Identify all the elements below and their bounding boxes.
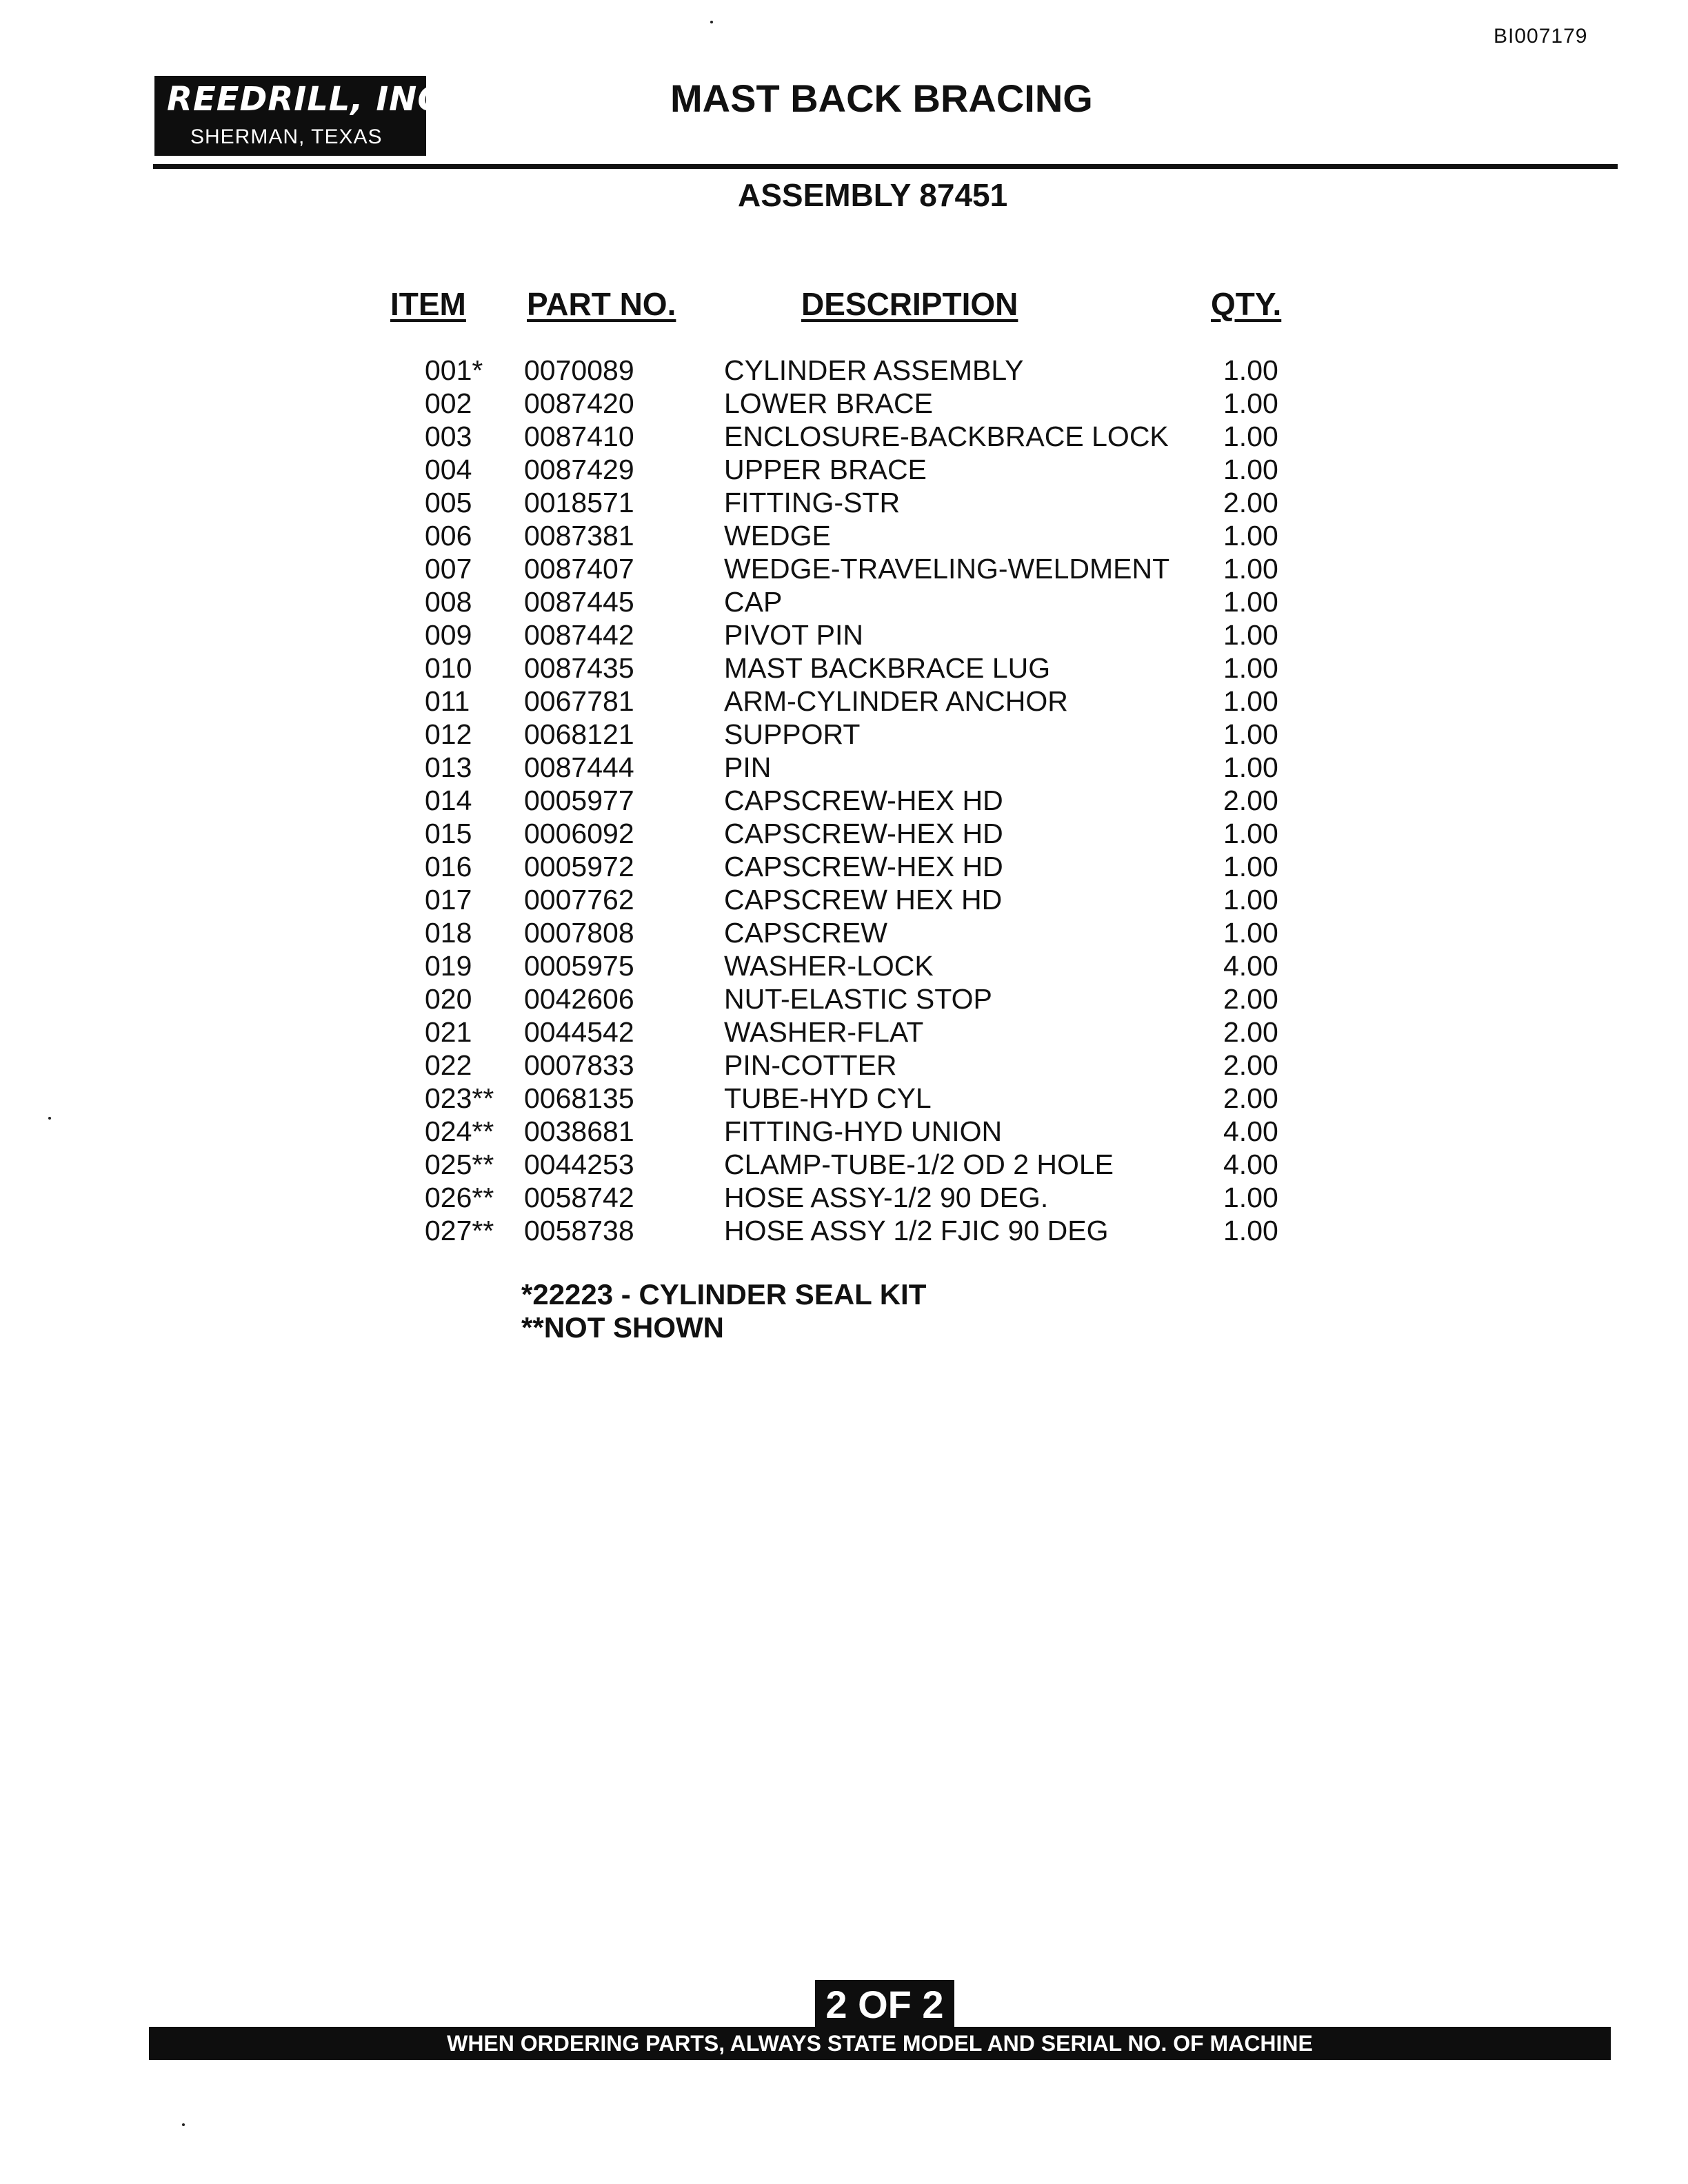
part-description: CLAMP-TUBE-1/2 OD 2 HOLE [724, 1149, 1114, 1180]
part-number: 0005972 [524, 851, 634, 882]
item-number: 011 [425, 685, 470, 717]
table-row [0, 1214, 1688, 1247]
item-number: 017 [425, 884, 472, 916]
scan-speck [710, 21, 713, 23]
page-number-badge: 2 OF 2 [815, 1980, 954, 2030]
table-row [0, 784, 1688, 817]
part-description: CYLINDER ASSEMBLY [724, 354, 1024, 386]
part-number: 0007808 [524, 917, 634, 949]
part-quantity: 2.00 [1223, 785, 1278, 816]
part-quantity: 1.00 [1223, 1215, 1278, 1246]
table-row [0, 817, 1688, 850]
part-number: 0087407 [524, 553, 634, 585]
document-id: BI007179 [1494, 25, 1588, 48]
part-quantity: 4.00 [1223, 1149, 1278, 1180]
part-number: 0005977 [524, 785, 634, 816]
item-number: 014 [425, 785, 472, 816]
part-quantity: 2.00 [1223, 1016, 1278, 1048]
part-quantity: 1.00 [1223, 851, 1278, 882]
item-number: 015 [425, 818, 472, 849]
part-number: 0087420 [524, 387, 634, 419]
part-description: FITTING-HYD UNION [724, 1115, 1003, 1147]
table-row [0, 354, 1688, 387]
part-quantity: 2.00 [1223, 1049, 1278, 1081]
part-description: PIVOT PIN [724, 619, 864, 651]
part-quantity: 1.00 [1223, 553, 1278, 585]
table-row [0, 850, 1688, 883]
part-number: 0087410 [524, 421, 634, 452]
part-number: 0044542 [524, 1016, 634, 1048]
table-row [0, 1049, 1688, 1082]
item-number: 016 [425, 851, 472, 882]
table-row [0, 453, 1688, 486]
part-quantity: 4.00 [1223, 1115, 1278, 1147]
item-number: 010 [425, 652, 472, 684]
part-quantity: 1.00 [1223, 454, 1278, 485]
part-description: NUT-ELASTIC STOP [724, 983, 992, 1015]
part-quantity: 1.00 [1223, 917, 1278, 949]
part-description: ENCLOSURE-BACKBRACE LOCK [724, 421, 1169, 452]
part-quantity: 1.00 [1223, 619, 1278, 651]
item-number: 024** [425, 1115, 494, 1147]
footnote-seal-kit: *22223 - CYLINDER SEAL KIT [521, 1278, 927, 1311]
part-description: CAPSCREW [724, 917, 887, 949]
part-description: TUBE-HYD CYL [724, 1082, 932, 1114]
part-number: 0044253 [524, 1149, 634, 1180]
table-row [0, 883, 1688, 916]
part-number: 0068121 [524, 718, 634, 750]
column-header-part-no: PART NO. [527, 286, 676, 322]
part-quantity: 1.00 [1223, 354, 1278, 386]
part-quantity: 1.00 [1223, 718, 1278, 750]
item-number: 007 [425, 553, 472, 585]
item-number: 012 [425, 718, 472, 750]
part-description: HOSE ASSY-1/2 90 DEG. [724, 1182, 1049, 1213]
part-quantity: 1.00 [1223, 818, 1278, 849]
part-quantity: 1.00 [1223, 520, 1278, 552]
table-row [0, 585, 1688, 618]
item-number: 023** [425, 1082, 494, 1114]
table-row [0, 1082, 1688, 1115]
table-row [0, 552, 1688, 585]
page-title: MAST BACK BRACING [670, 77, 1093, 120]
part-description: WEDGE [724, 520, 831, 552]
table-row [0, 651, 1688, 685]
part-number: 0070089 [524, 354, 634, 386]
item-number: 009 [425, 619, 472, 651]
part-number: 0068135 [524, 1082, 634, 1114]
item-number: 001* [425, 354, 483, 386]
part-number: 0038681 [524, 1115, 634, 1147]
part-number: 0087381 [524, 520, 634, 552]
item-number: 013 [425, 751, 472, 783]
item-number: 006 [425, 520, 472, 552]
part-description: SUPPORT [724, 718, 861, 750]
part-description: CAPSCREW-HEX HD [724, 851, 1003, 882]
part-description: ARM-CYLINDER ANCHOR [724, 685, 1068, 717]
table-row [0, 420, 1688, 453]
company-logo [154, 76, 456, 156]
part-number: 0007762 [524, 884, 634, 916]
item-number: 005 [425, 487, 472, 518]
assembly-number: ASSEMBLY 87451 [738, 177, 1008, 213]
table-row [0, 1115, 1688, 1148]
part-quantity: 1.00 [1223, 586, 1278, 618]
part-number: 0087444 [524, 751, 634, 783]
footnote-not-shown: **NOT SHOWN [521, 1311, 724, 1344]
part-quantity: 1.00 [1223, 1182, 1278, 1213]
part-description: WASHER-FLAT [724, 1016, 924, 1048]
parts-list [0, 354, 1688, 1247]
part-quantity: 2.00 [1223, 983, 1278, 1015]
table-row [0, 1148, 1688, 1181]
company-name: REEDRILL, INC. [167, 80, 456, 119]
footnotes [521, 1278, 926, 1344]
part-quantity: 1.00 [1223, 685, 1278, 717]
part-quantity: 1.00 [1223, 751, 1278, 783]
part-description: CAPSCREW-HEX HD [724, 818, 1003, 849]
table-row [0, 685, 1688, 718]
item-number: 004 [425, 454, 472, 485]
part-quantity: 1.00 [1223, 421, 1278, 452]
part-number: 0018571 [524, 487, 634, 518]
table-row [0, 949, 1688, 982]
part-number: 0087442 [524, 619, 634, 651]
item-number: 027** [425, 1215, 494, 1246]
part-number: 0058742 [524, 1182, 634, 1213]
part-description: CAPSCREW HEX HD [724, 884, 1003, 916]
table-row [0, 486, 1688, 519]
ordering-notice-footer: WHEN ORDERING PARTS, ALWAYS STATE MODEL AND SERIAL NO. OF MACHINE [149, 2027, 1611, 2060]
part-description: WEDGE-TRAVELING-WELDMENT [724, 553, 1170, 585]
part-quantity: 2.00 [1223, 1082, 1278, 1114]
part-number: 0042606 [524, 983, 634, 1015]
part-quantity: 1.00 [1223, 387, 1278, 419]
item-number: 003 [425, 421, 472, 452]
item-number: 021 [425, 1016, 472, 1048]
table-row [0, 387, 1688, 420]
item-number: 019 [425, 950, 472, 982]
table-row [0, 1015, 1688, 1049]
part-description: UPPER BRACE [724, 454, 927, 485]
item-number: 002 [425, 387, 472, 419]
part-number: 0087429 [524, 454, 634, 485]
company-location: SHERMAN, TEXAS [190, 125, 383, 148]
item-number: 026** [425, 1182, 494, 1213]
part-description: LOWER BRACE [724, 387, 933, 419]
part-description: MAST BACKBRACE LUG [724, 652, 1051, 684]
table-row [0, 618, 1688, 651]
part-description: PIN-COTTER [724, 1049, 897, 1081]
part-description: PIN [724, 751, 772, 783]
part-description: CAPSCREW-HEX HD [724, 785, 1003, 816]
part-number: 0067781 [524, 685, 634, 717]
table-row [0, 916, 1688, 949]
part-number: 0058738 [524, 1215, 634, 1246]
item-number: 025** [425, 1149, 494, 1180]
table-row [0, 1181, 1688, 1214]
item-number: 018 [425, 917, 472, 949]
table-row [0, 519, 1688, 552]
part-description: HOSE ASSY 1/2 FJIC 90 DEG [724, 1215, 1109, 1246]
part-quantity: 4.00 [1223, 950, 1278, 982]
part-number: 0007833 [524, 1049, 634, 1081]
item-number: 022 [425, 1049, 472, 1081]
part-description: FITTING-STR [724, 487, 901, 518]
item-number: 020 [425, 983, 472, 1015]
part-number: 0087445 [524, 586, 634, 618]
item-number: 008 [425, 586, 472, 618]
column-header-description: DESCRIPTION [801, 286, 1018, 322]
column-header-item: ITEM [390, 286, 466, 322]
part-number: 0005975 [524, 950, 634, 982]
part-description: WASHER-LOCK [724, 950, 934, 982]
table-row [0, 751, 1688, 784]
part-description: CAP [724, 586, 783, 618]
part-quantity: 2.00 [1223, 487, 1278, 518]
scan-speck [182, 2123, 185, 2126]
part-quantity: 1.00 [1223, 652, 1278, 684]
header-divider [153, 164, 1618, 169]
part-number: 0087435 [524, 652, 634, 684]
part-quantity: 1.00 [1223, 884, 1278, 916]
table-row [0, 718, 1688, 751]
column-header-qty: QTY. [1211, 286, 1282, 322]
table-row [0, 982, 1688, 1015]
part-number: 0006092 [524, 818, 634, 849]
